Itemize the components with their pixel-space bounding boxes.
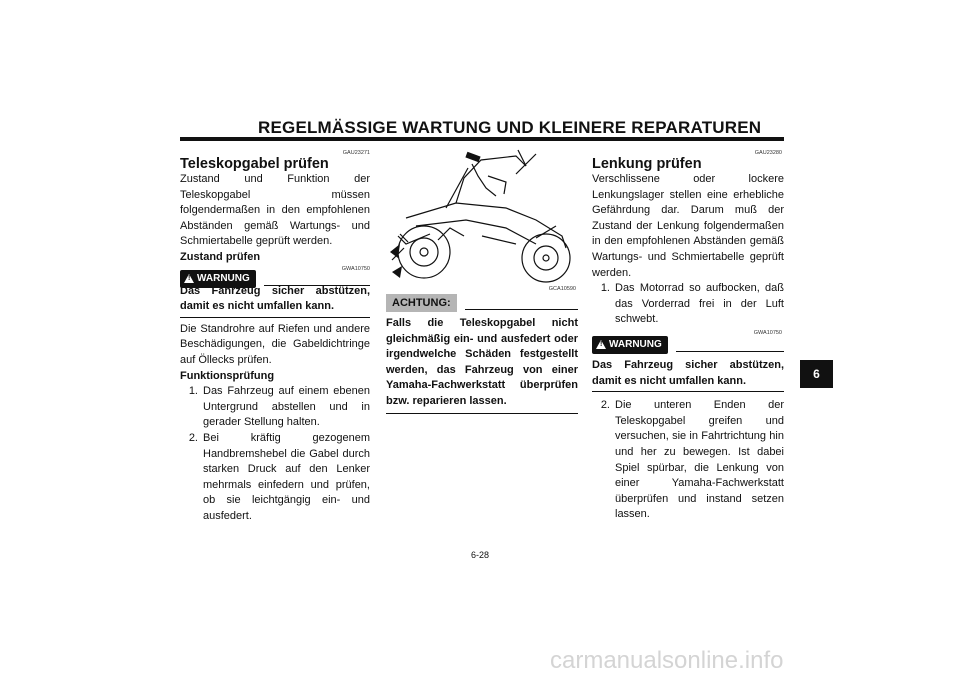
warning-code: GWA10750 (341, 265, 370, 272)
steering-intro-paragraph: Verschlissene oder lockere Lenkungslager stellen eine erhebliche Gefährdung dar. Darum muß der Zustand der Lenkung folgendermaßen in den empfohlenen Abständen gemäß Wartungs- und Schmiertabelle geprüft werden. (592, 173, 784, 279)
warning-text: Das Fahrzeug sicher abstützen, damit es nicht umfallen kann. (592, 358, 784, 387)
caution-code: GCA10590 (548, 286, 576, 292)
caution-badge: ACHTUNG: (386, 294, 457, 312)
list-item: 1. Das Motorrad so aufbocken, daß das Vorderrad frei in der Luft schwebt. (600, 282, 784, 326)
chapter-tab: 6 (800, 360, 833, 388)
warning-code: GWA10750 (753, 329, 782, 336)
section-code: GAU23271 (342, 150, 370, 156)
intro-paragraph: Zustand und Funktion der Teleskopgabel müssen folgendermaßen in den empfohlenen Abständen gemäß Wartungs- und Schmiertabelle geprüft werden. (180, 173, 370, 248)
warning-badge: ! WARNUNG (180, 270, 256, 288)
header-rule (180, 137, 784, 141)
watermark: carmanualsonline.info (550, 647, 784, 674)
condition-paragraph: Die Standrohre auf Riefen und andere Beschädigungen, die Gabeldichtringe auf Öllecks prüfen. (180, 322, 370, 366)
list-item: 2. Bei kräftig gezogenem Handbremshebel die Gabel durch starken Druck auf den Lenker mehrmals einfedern und prüfen, ob sie leichtgängig ein- und ausfedert. (188, 431, 370, 522)
subheading-condition: Zustand prüfen (180, 250, 261, 263)
section-title-steering: Lenkung prüfen (592, 156, 702, 172)
left-column (180, 150, 370, 524)
section-code: GAU23280 (754, 150, 782, 156)
scooter-illustration (386, 148, 578, 283)
warning-triangle-icon: ! (184, 274, 194, 283)
section-title-telescopic-fork: Teleskopgabel prüfen (180, 156, 329, 172)
warning-text: Das Fahrzeug sicher abstützen, damit es nicht umfallen kann. (180, 284, 370, 313)
page-number: 6-28 (470, 550, 489, 560)
caution-text: Falls die Teleskopgabel nicht gleichmäßig ein- und ausfedert oder irgendwelche Schäden festgestellt werden, das Fahrzeug von einer Yamaha-Fachwerkstatt überprüfen bzw. reparieren lassen. (386, 317, 578, 407)
right-column (592, 150, 784, 523)
caution-block (386, 286, 578, 414)
warning-end-rule (592, 391, 784, 392)
list-item: 1. Das Fahrzeug auf einem ebenen Untergrund abstellen und in gerader Stellung halten. (188, 385, 370, 429)
scooter-fork-check-illustration (386, 148, 578, 283)
warning-badge: ! WARNUNG (592, 336, 668, 354)
warning-triangle-icon: ! (596, 340, 606, 349)
list-item: 2. Die unteren Enden der Teleskopgabel greifen und versuchen, sie in Fahrtrichtung hin und her zu bewegen. Ist dabei Spiel spürbar, die Lenkung von einer Yamaha-Fachwerkstatt überprüfen und instand setzen lassen. (600, 399, 784, 521)
subheading-function-test: Funktionsprüfung (180, 369, 275, 382)
caution-end-rule (386, 413, 578, 414)
warning-header (592, 336, 784, 354)
warning-end-rule (180, 317, 370, 318)
caution-header (386, 294, 578, 312)
page-header-title: REGELMÄSSIGE WARTUNG UND KLEINERE REPARATUREN (258, 118, 762, 137)
